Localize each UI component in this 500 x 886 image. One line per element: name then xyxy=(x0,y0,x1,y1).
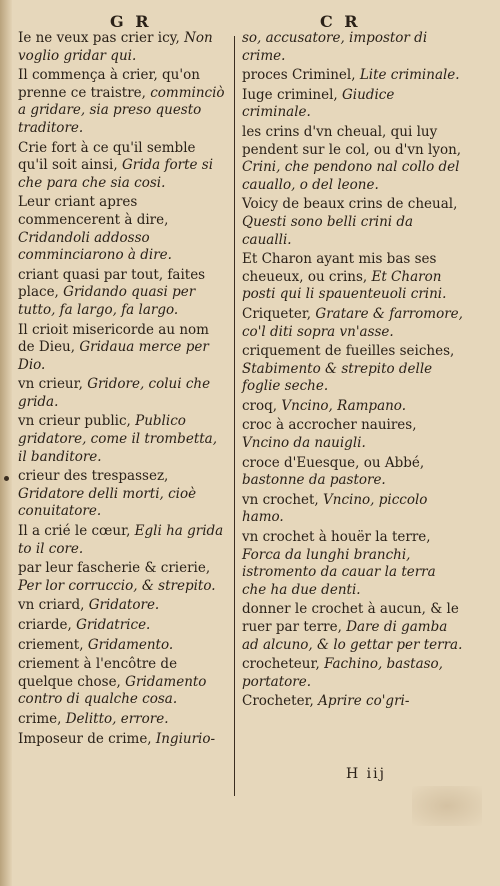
italian-translation: Vncino, piccolo hamo. xyxy=(242,491,428,526)
margin-mark xyxy=(4,476,9,481)
italian-translation: Gridamento. xyxy=(87,636,174,653)
french-headword: vn criard, xyxy=(18,597,85,614)
dictionary-entry xyxy=(242,196,464,249)
italian-translation: Per lor corruccio, & strepito. xyxy=(18,577,216,594)
french-headword: proces Criminel, xyxy=(242,67,356,84)
italian-translation: Stabimento & strepito delle foglie seche. xyxy=(242,360,433,395)
dictionary-entry xyxy=(242,124,464,194)
dictionary-entry xyxy=(242,417,464,452)
french-headword: vn crieur, xyxy=(18,376,83,393)
dictionary-entry xyxy=(18,267,228,320)
italian-translation: Gratare & farromore, co'l diti sopra vn'asse. xyxy=(242,305,463,340)
french-headword: crieur des trespassez, xyxy=(18,468,169,485)
right-column xyxy=(242,30,464,713)
dictionary-entry xyxy=(18,30,228,65)
dictionary-entry xyxy=(242,67,464,85)
italian-translation: comminciò a gridare, sia preso questo traditore. xyxy=(18,84,225,136)
french-headword: Iuge criminel, xyxy=(242,86,338,103)
french-headword: Ie ne veux pas crier icy, xyxy=(18,30,180,46)
dictionary-entry xyxy=(18,637,228,655)
italian-translation: Ingiurio- xyxy=(155,730,216,747)
french-headword: Il a crié le cœur, xyxy=(18,523,131,540)
french-headword: Il crioit misericorde au nom de Dieu, xyxy=(18,321,209,356)
dictionary-entry xyxy=(242,492,464,527)
french-headword: criarde, xyxy=(18,617,72,633)
italian-translation: Gridatrice. xyxy=(76,617,151,633)
french-headword: Crocheter, xyxy=(242,693,314,710)
french-headword: croc à accrocher nauires, xyxy=(242,417,417,434)
italian-translation: Publico gridatore, come il trombetta, il banditore. xyxy=(18,413,218,465)
french-headword: crime, xyxy=(18,710,62,727)
dictionary-entry xyxy=(18,194,228,264)
french-headword: Leur criant apres commencerent à dire, xyxy=(18,194,169,228)
dictionary-entry xyxy=(18,413,228,466)
dictionary-entry xyxy=(242,601,464,654)
dictionary-entry xyxy=(242,529,464,599)
dictionary-entry xyxy=(18,140,228,193)
dictionary-entry xyxy=(18,711,228,729)
dictionary-entry xyxy=(242,30,464,65)
italian-translation: Fachino, bastaso, portatore. xyxy=(242,656,443,690)
running-head-right: C R xyxy=(320,12,361,31)
french-headword: donner le crochet à aucun, & le ruer par terre, xyxy=(242,601,459,635)
dictionary-entry xyxy=(18,617,228,635)
italian-translation: Dare di gamba ad alcuno, & lo gettar per terra. xyxy=(242,619,463,653)
italian-translation: Gridamento contro di qualche cosa. xyxy=(18,673,207,708)
italian-translation: Lite criminale. xyxy=(359,67,460,84)
italian-translation: Gridatore. xyxy=(88,597,160,614)
dictionary-entry xyxy=(242,343,464,396)
italian-translation: Et Charon posti qui li spauenteuoli crini. xyxy=(242,268,447,303)
french-headword: les crins d'vn cheual, qui luy pendent sur le col, ou d'vn lyon, xyxy=(242,123,462,158)
italian-translation: Gridando quasi per tutto, fa largo, fa largo. xyxy=(18,284,196,318)
french-headword: Voicy de beaux crins de cheual, xyxy=(242,196,458,213)
italian-translation: bastonne da pastore. xyxy=(242,472,386,489)
signature-mark: H iij xyxy=(346,766,386,782)
french-headword: vn crochet, xyxy=(242,491,319,508)
italian-translation: Gridore, colui che grida. xyxy=(18,376,211,410)
dictionary-entry xyxy=(18,376,228,411)
italian-translation: Forca da lunghi branchi, istromento da cauar la terra che ha due denti. xyxy=(242,546,436,598)
dictionary-entry xyxy=(18,523,228,558)
italian-translation: Egli ha grida to il core. xyxy=(18,523,224,557)
dictionary-entry xyxy=(18,322,228,375)
dictionary-entry xyxy=(242,306,464,341)
french-headword: criement à l'encôtre de quelque chose, xyxy=(18,656,178,690)
italian-translation: Giudice criminale. xyxy=(242,86,395,121)
dictionary-entry xyxy=(18,560,228,595)
running-head-left: G R xyxy=(110,12,152,31)
french-headword: Imposeur de crime, xyxy=(18,730,152,747)
column-divider xyxy=(234,36,235,796)
french-headword: croce d'Euesque, ou Abbé, xyxy=(242,454,425,471)
dictionary-entry xyxy=(18,468,228,521)
paper-stain xyxy=(412,786,482,826)
italian-translation: Vncino da nauigli. xyxy=(242,435,366,452)
french-headword: crocheteur, xyxy=(242,656,320,673)
dictionary-entry xyxy=(242,398,464,416)
french-headword: criquement de fueilles seiches, xyxy=(242,343,455,360)
dictionary-entry xyxy=(18,597,228,615)
italian-translation: Grida forte si che para che sia cosi. xyxy=(18,157,214,191)
french-headword: Crie fort à ce qu'il semble qu'il soit ainsi, xyxy=(18,139,196,174)
italian-translation: Cridandoli addosso comminciarono à dire. xyxy=(18,229,172,264)
french-headword: croq, xyxy=(242,397,278,414)
italian-translation: Vncino, Rampano. xyxy=(281,397,406,414)
french-headword: vn crieur public, xyxy=(18,413,131,430)
french-headword: Et Charon ayant mis bas ses cheueux, ou crins, xyxy=(242,251,437,285)
dictionary-entry xyxy=(18,731,228,749)
italian-translation: so, accusatore, impostor di crime. xyxy=(242,30,428,64)
dictionary-entry xyxy=(242,251,464,304)
dictionary-entry xyxy=(242,455,464,490)
dictionary-entry xyxy=(18,656,228,709)
french-headword: criement, xyxy=(18,636,84,653)
italian-translation: Non voglio gridar qui. xyxy=(18,30,213,64)
left-column xyxy=(18,30,228,750)
dictionary-entry xyxy=(242,87,464,122)
french-headword: vn crochet à houër la terre, xyxy=(242,529,431,546)
italian-translation: Crini, che pendono nal collo del cauallo, o del leone. xyxy=(242,159,460,193)
italian-translation: Aprire co'gri- xyxy=(318,693,410,710)
italian-translation: Delitto, errore. xyxy=(65,710,169,727)
dictionary-entry xyxy=(18,67,228,137)
italian-translation: Gridaua merce per Dio. xyxy=(18,339,209,373)
italian-translation: Gridatore delli morti, cioè conuitatore. xyxy=(18,485,197,520)
french-headword: criant quasi par tout, faites place, xyxy=(18,266,206,301)
dictionary-entry xyxy=(242,693,464,711)
french-headword: Criqueter, xyxy=(242,305,312,322)
french-headword: par leur fascherie & crierie, xyxy=(18,560,211,577)
dictionary-entry xyxy=(242,656,464,691)
french-headword: Il commença à crier, qu'on prenne ce traistre, xyxy=(18,67,200,101)
italian-translation: Questi sono belli crini da caualli. xyxy=(242,213,414,248)
page-gutter xyxy=(0,0,12,886)
